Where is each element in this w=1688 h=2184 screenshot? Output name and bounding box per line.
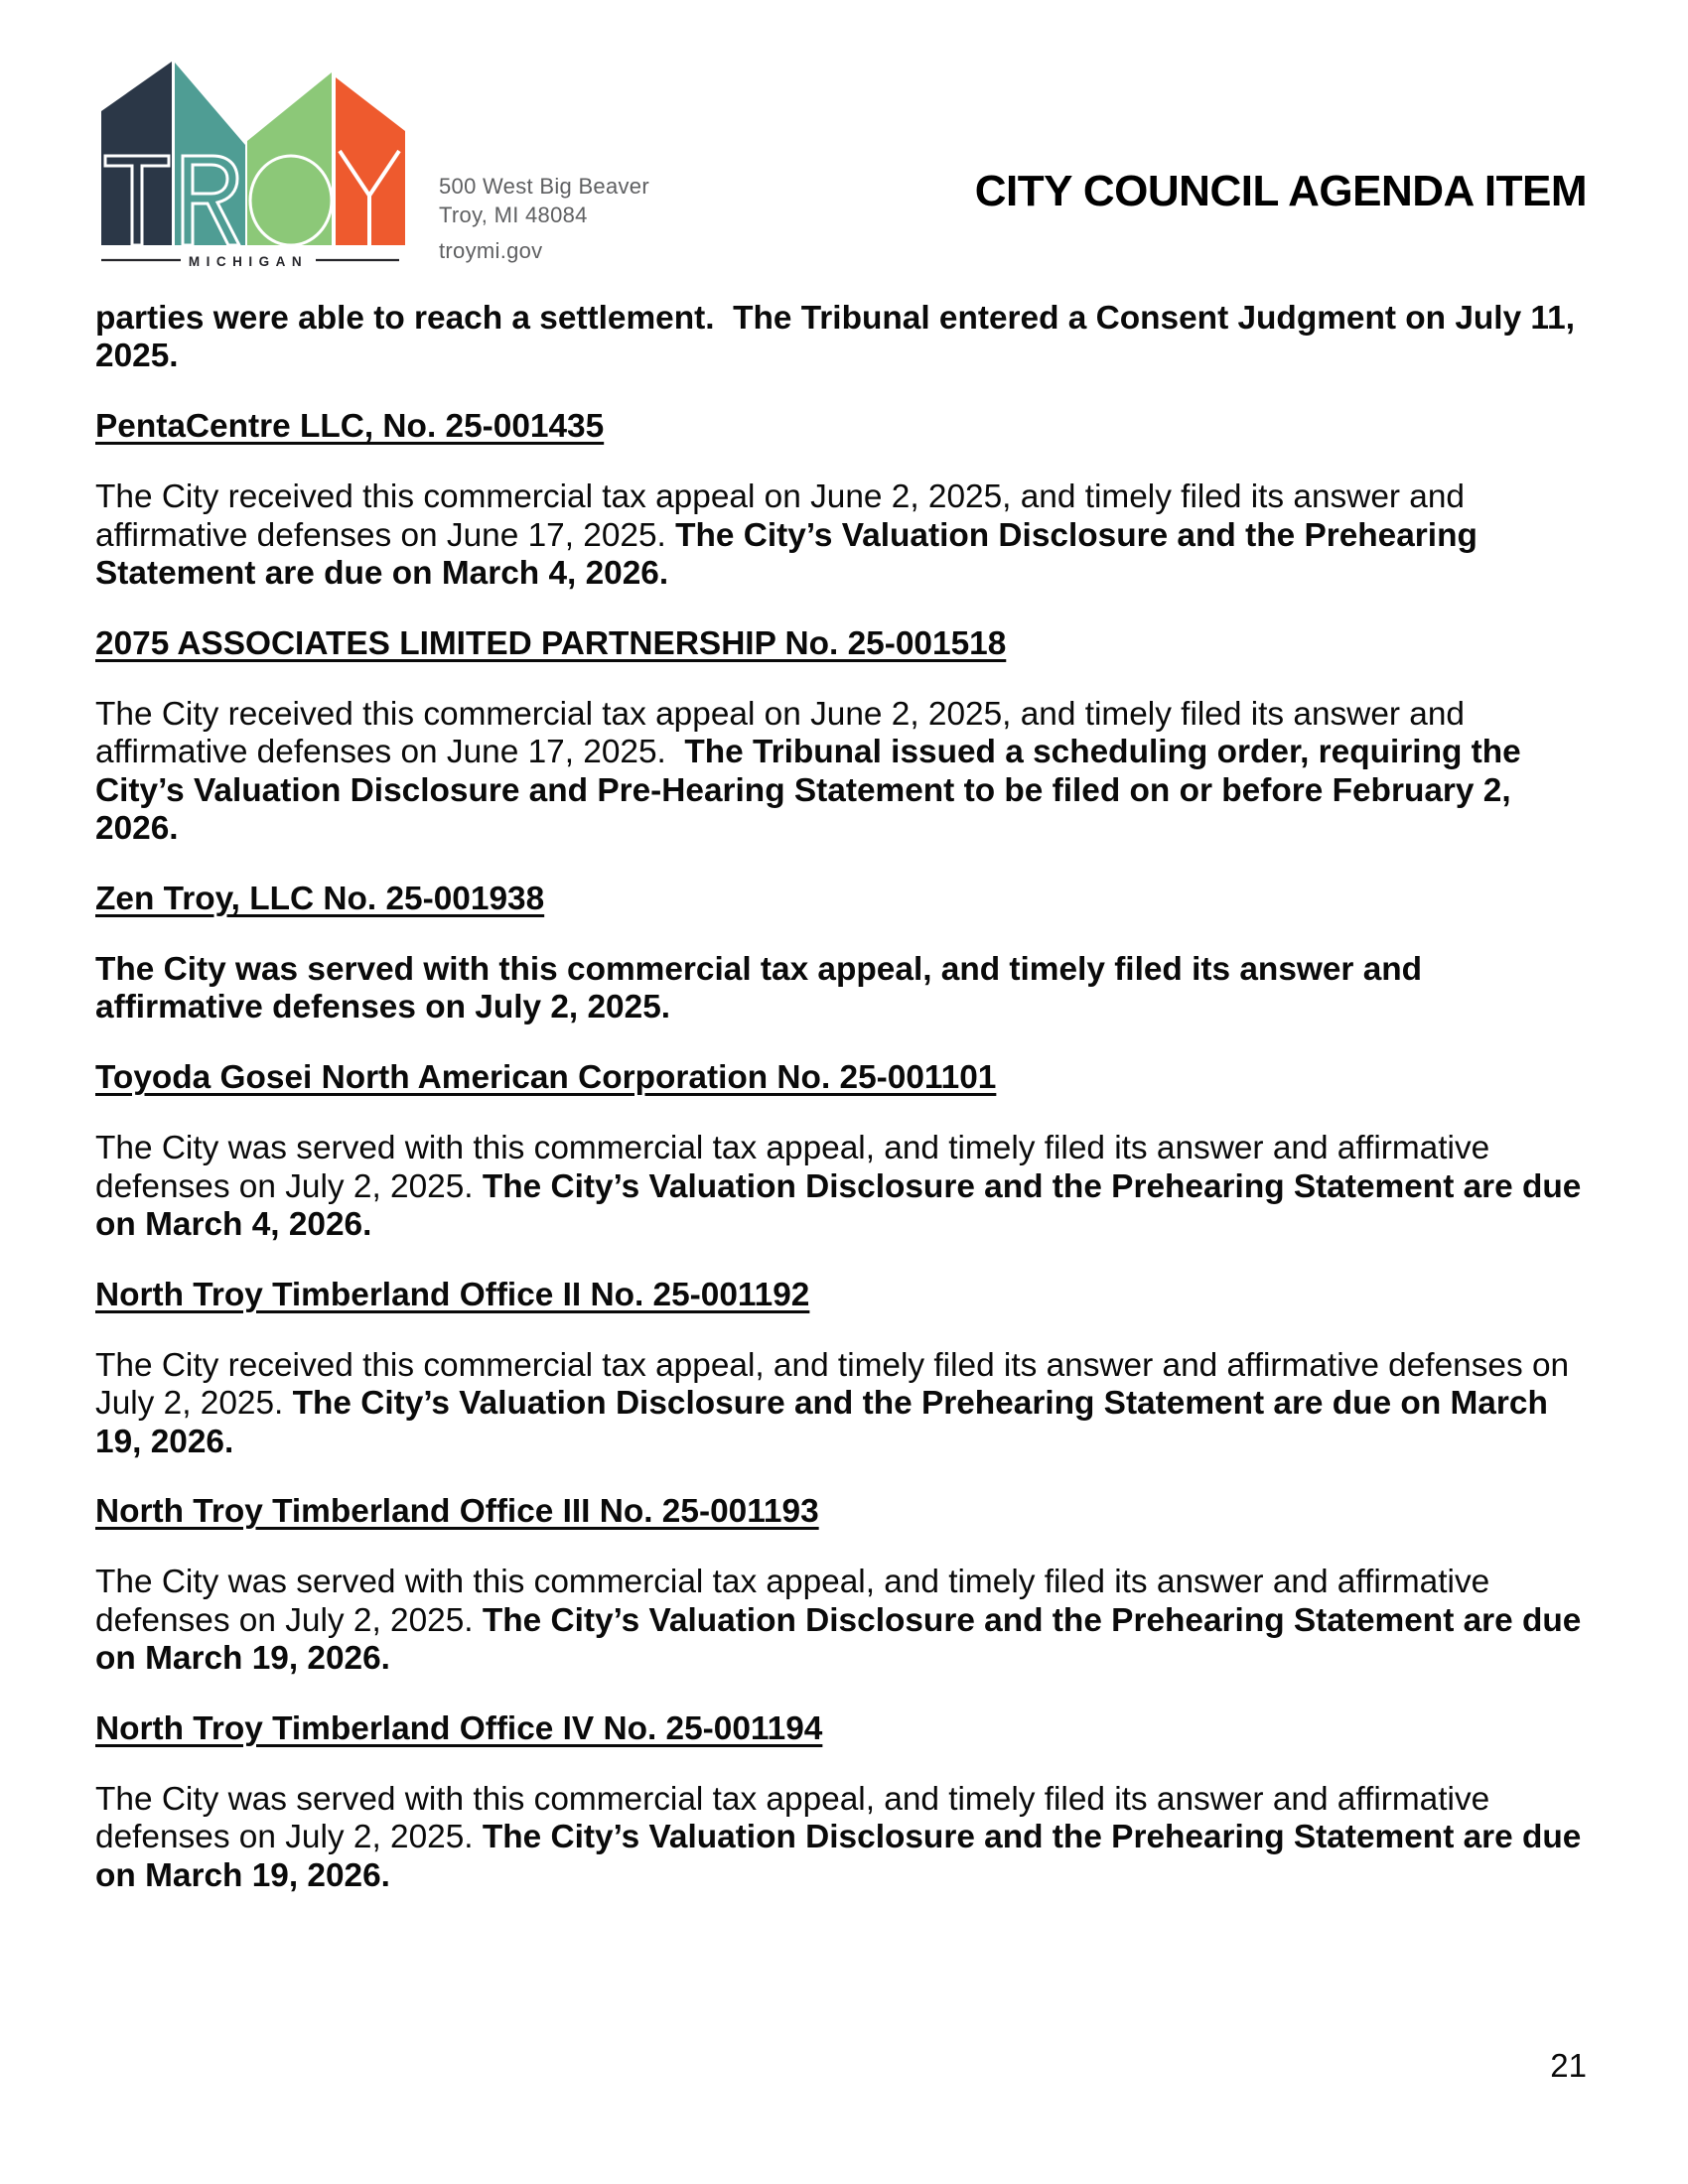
section-heading: North Troy Timberland Office III No. 25-001193 — [95, 1493, 819, 1531]
section-heading: Toyoda Gosei North American Corporation No. 25-001101 — [95, 1059, 997, 1097]
document-body — [95, 300, 1595, 1928]
paragraph-normal-text: The City was served with this commercial tax appeal, and timely filed its answer and affirmative defenses on July 2, 2025. — [95, 1780, 1499, 1856]
page-number: 21 — [1550, 2047, 1587, 2084]
page-title: CITY COUNCIL AGENDA ITEM — [974, 167, 1587, 215]
paragraph-normal-text: The City received this commercial tax appeal on June 2, 2025, and timely filed its answer and affirmative defenses on June 17, 2025. — [95, 695, 1475, 771]
paragraph-bold-text: The Tribunal issued a scheduling order, requiring the City’s Valuation Disclosure and Pre-Hearing Statement to be filed on or before February 2, 2026. — [95, 734, 1531, 848]
body-paragraph — [95, 300, 1595, 376]
paragraph-normal-text: The City received this commercial tax appeal on June 2, 2025, and timely filed its answer and affirmative defenses on June 17, 2025. — [95, 478, 1475, 554]
logo-house-navy — [101, 62, 172, 245]
paragraph-normal-text: The City was served with this commercial tax appeal, and timely filed its answer and affirmative defenses on July 2, 2025. — [95, 1564, 1499, 1639]
body-paragraph — [95, 1347, 1595, 1461]
body-paragraph — [95, 478, 1595, 593]
address-block — [439, 172, 649, 265]
section-heading: PentaCentre LLC, No. 25-001435 — [95, 408, 605, 446]
logo-house-teal — [175, 63, 245, 245]
body-paragraph — [95, 1781, 1595, 1895]
paragraph-bold-text: The City’s Valuation Disclosure and the Prehearing Statement are due on March 19, 2026. — [95, 1385, 1558, 1460]
paragraph-bold-text: The City’s Valuation Disclosure and the Prehearing Statement are due on March 19, 2026. — [95, 1601, 1591, 1678]
address-street: 500 West Big Beaver — [439, 174, 649, 199]
body-paragraph — [95, 696, 1595, 849]
section-heading: North Troy Timberland Office II No. 25-001192 — [95, 1276, 810, 1313]
address-city: Troy, MI 48084 — [439, 203, 588, 227]
logo-house-green — [247, 72, 332, 245]
website-text: troymi.gov — [439, 238, 543, 263]
paragraph-bold-text: The City was served with this commercial tax appeal, and timely filed its answer and affirmative defenses on July 2, 2025. — [95, 950, 1432, 1026]
logo-tagline: MICHIGAN — [188, 254, 309, 269]
body-paragraph — [95, 1564, 1595, 1678]
section-heading: North Troy Timberland Office IV No. 25-001194 — [95, 1710, 823, 1748]
body-paragraph — [95, 951, 1595, 1027]
body-paragraph — [95, 1130, 1595, 1244]
troy-city-logo — [99, 55, 407, 273]
paragraph-normal-text: The City was served with this commercial tax appeal, and timely filed its answer and affirmative defenses on July 2, 2025. — [95, 1130, 1499, 1205]
paragraph-bold-text: parties were able to reach a settlement. The Tribunal entered a Consent Judgment on July 11, 2025. — [95, 300, 1585, 375]
logo-tagline-row — [101, 254, 399, 269]
paragraph-bold-text: The City’s Valuation Disclosure and the Prehearing Statement are due on March 19, 2026. — [95, 1819, 1591, 1894]
paragraph-bold-text: The City’s Valuation Disclosure and the Prehearing Statement are due on March 4, 2026. — [95, 516, 1487, 593]
paragraph-normal-text: The City received this commercial tax appeal, and timely filed its answer and affirmative defenses on July 2, 2025. — [95, 1346, 1579, 1423]
section-heading: Zen Troy, LLC No. 25-001938 — [95, 880, 545, 917]
paragraph-bold-text: The City’s Valuation Disclosure and the Prehearing Statement are due on March 4, 2026. — [95, 1167, 1591, 1243]
section-heading: 2075 ASSOCIATES LIMITED PARTNERSHIP No. 25-001518 — [95, 624, 1007, 662]
